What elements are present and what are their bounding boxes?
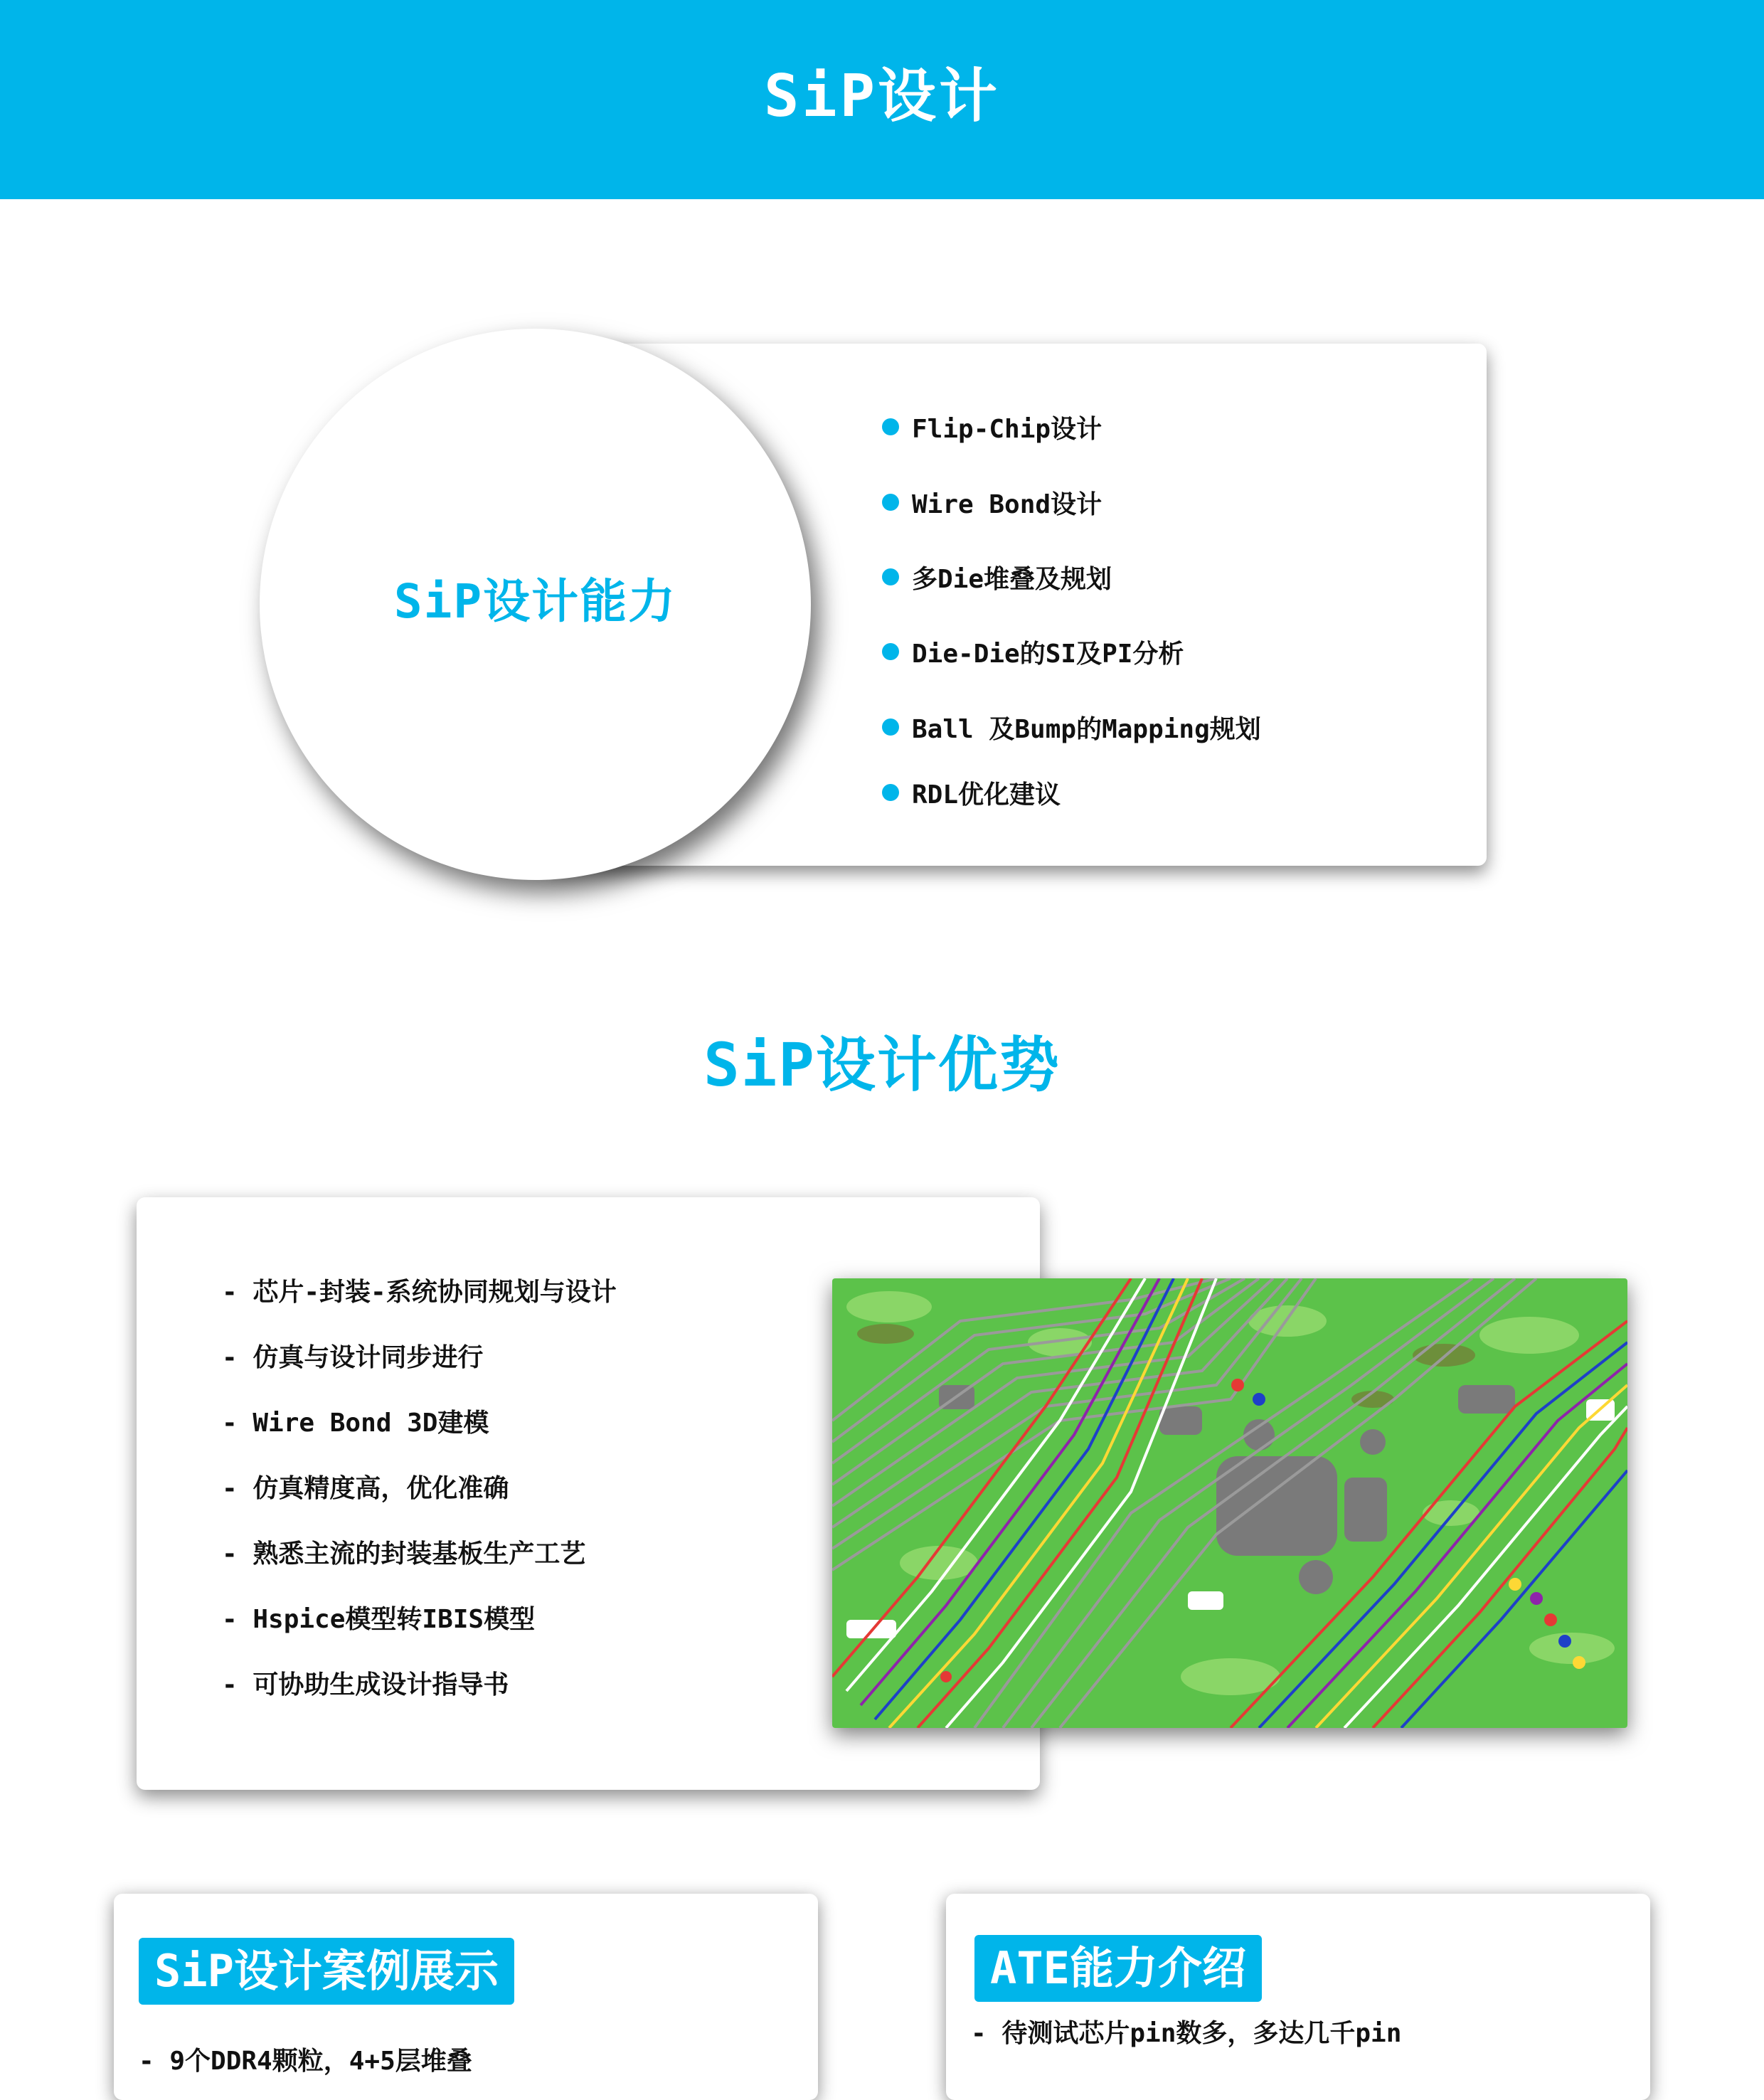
capability-item-label: Flip-Chip设计 <box>912 414 1102 444</box>
advantage-item: - 可协助生成设计指导书 <box>222 1670 509 1699</box>
capability-item <box>882 775 1061 810</box>
advantage-item: - Wire Bond 3D建模 <box>222 1409 489 1438</box>
bullet-dot-icon <box>882 494 899 511</box>
advantage-item: - 芯片-封装-系统协同规划与设计 <box>222 1278 617 1307</box>
bullet-dot-icon <box>882 643 899 660</box>
advantage-item: - 仿真与设计同步进行 <box>222 1343 484 1372</box>
case-tag: SiP设计案例展示 <box>139 1938 514 2005</box>
capability-item-label: 多Die堆叠及规划 <box>912 564 1112 594</box>
capability-item-label: Die-Die的SI及PI分析 <box>912 639 1184 669</box>
ate-card <box>946 1894 1650 2100</box>
ate-tag: ATE能力介绍 <box>974 1935 1262 2002</box>
advantage-item: - Hspice模型转IBIS模型 <box>222 1605 536 1634</box>
advantage-item: - 仿真精度高，优化准确 <box>222 1474 509 1503</box>
substrate-routing-illustration <box>832 1278 1627 1728</box>
capability-item <box>882 709 1261 745</box>
advantage-item: - 熟悉主流的封装基板生产工艺 <box>222 1539 586 1569</box>
bullet-dot-icon <box>882 418 899 435</box>
page-title: SiP设计 <box>763 63 1001 130</box>
capability-title: SiP设计能力 <box>393 574 677 629</box>
capability-item-label: Wire Bond设计 <box>912 489 1102 519</box>
case-card <box>114 1894 818 2100</box>
header-banner <box>0 0 1764 199</box>
capability-circle <box>260 329 811 880</box>
advantages-title: SiP设计优势 <box>703 1030 1061 1100</box>
case-line: - 9个DDR4颗粒，4+5层堆叠 <box>139 2047 472 2076</box>
capability-item <box>882 409 1102 445</box>
capability-item <box>882 634 1184 669</box>
ate-line: - 待测试芯片pin数多，多达几千pin <box>971 2019 1402 2048</box>
substrate-routing-image <box>832 1278 1627 1728</box>
capability-item-label: Ball 及Bump的Mapping规划 <box>912 714 1261 744</box>
bullet-dot-icon <box>882 568 899 585</box>
bullet-dot-icon <box>882 718 899 736</box>
capability-item <box>882 484 1102 520</box>
bullet-dot-icon <box>882 784 899 801</box>
capability-item <box>882 559 1112 595</box>
capability-item-label: RDL优化建议 <box>912 780 1061 810</box>
